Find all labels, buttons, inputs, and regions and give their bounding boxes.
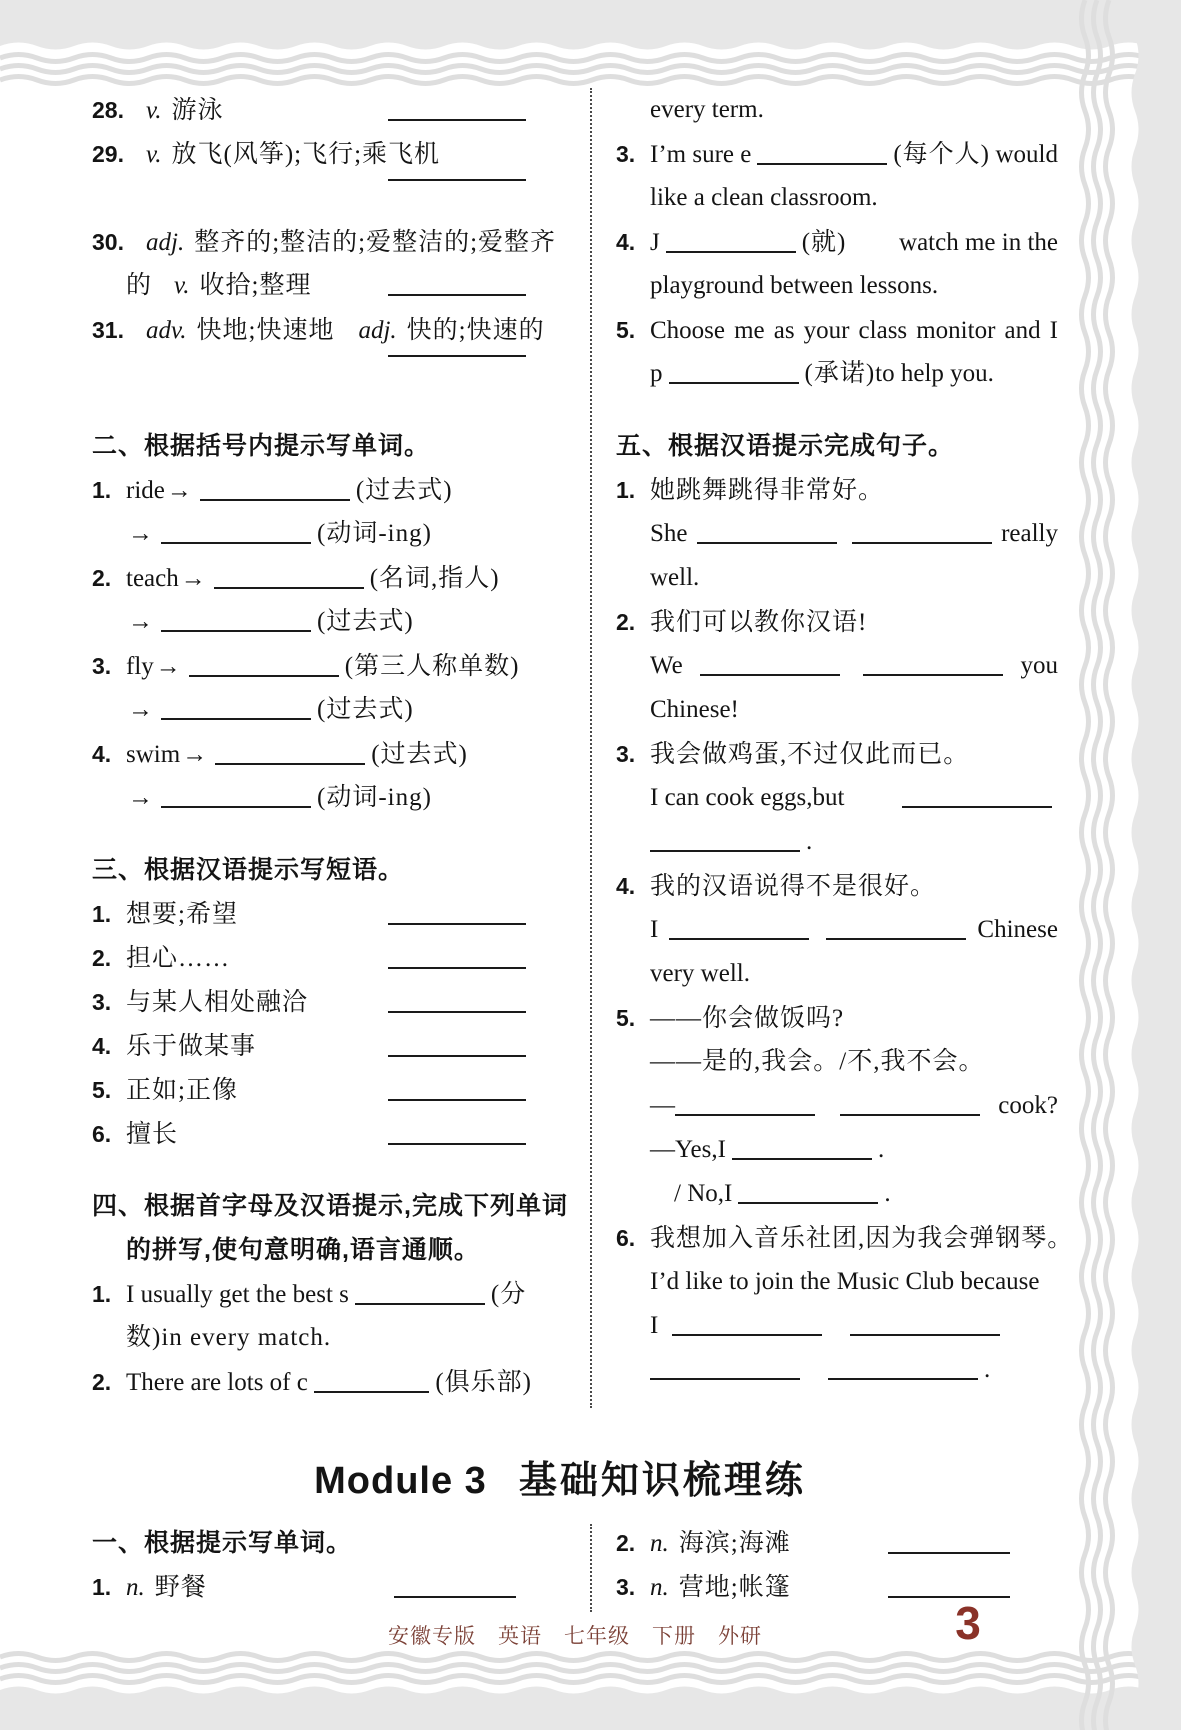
section-heading-text: 四、根据首字母及汉语提示,完成下列单词 bbox=[92, 1192, 568, 1220]
english-word: swim bbox=[126, 741, 181, 768]
item-number: 6. bbox=[616, 1225, 636, 1251]
answer-blank bbox=[666, 251, 796, 253]
chinese-text: 她跳舞跳得非常好。 bbox=[650, 477, 885, 504]
answer-blank bbox=[650, 1378, 800, 1380]
answer-blank bbox=[388, 119, 526, 121]
sec3-item-2 bbox=[92, 936, 532, 980]
sec5-item-3-cont bbox=[616, 820, 1058, 864]
chinese-text: 野餐 bbox=[154, 1574, 207, 1601]
english-text: Chinese bbox=[977, 916, 1058, 943]
item-number: 31. bbox=[92, 317, 124, 343]
chinese-text: 我们可以教你汉语! bbox=[650, 609, 868, 636]
chinese-text: 海滨;海滩 bbox=[678, 1530, 791, 1557]
arrow-glyph: → bbox=[182, 741, 208, 768]
chinese-text: 想要;希望 bbox=[126, 901, 238, 928]
chinese-text: 正如;正像 bbox=[126, 1077, 238, 1104]
chinese-text: 擅长 bbox=[126, 1121, 179, 1148]
sec5-item-2-zh bbox=[616, 600, 1058, 644]
answer-blank bbox=[888, 1552, 1010, 1554]
english-text: I bbox=[650, 916, 659, 943]
answer-blank bbox=[700, 674, 840, 676]
item-number: 3. bbox=[92, 653, 112, 679]
chinese-text: 我想加入音乐社团,因为我会弹钢琴。 bbox=[650, 1225, 1074, 1252]
item-number: 4. bbox=[92, 1033, 112, 1059]
english-text: We bbox=[650, 652, 683, 679]
sec5-item-6-en-2 bbox=[616, 1304, 1058, 1348]
answer-blank bbox=[388, 923, 526, 925]
item-number: 4. bbox=[616, 873, 636, 899]
item-number: 2. bbox=[616, 609, 636, 635]
answer-blank bbox=[314, 1391, 429, 1393]
english-text: She bbox=[650, 520, 688, 547]
column-divider-top bbox=[590, 88, 592, 1408]
arrow-glyph: → bbox=[155, 653, 181, 680]
answer-blank bbox=[669, 938, 809, 940]
sec5-item-4-zh bbox=[616, 864, 1058, 908]
english-text: you bbox=[1020, 652, 1058, 679]
part-of-speech: v. bbox=[174, 272, 190, 299]
word-item-30 bbox=[92, 220, 557, 264]
item-number: 3. bbox=[616, 141, 636, 167]
item-number: 4. bbox=[616, 229, 636, 255]
chinese-text: 整齐的;整洁的;爱整洁的;爱整齐 bbox=[194, 229, 557, 256]
section-2-heading bbox=[92, 424, 532, 468]
item-number: 5. bbox=[92, 1077, 112, 1103]
section-4-heading-line-2 bbox=[92, 1228, 532, 1272]
section-heading-text: 五、根据汉语提示完成句子。 bbox=[616, 432, 955, 460]
sec3-item-6 bbox=[92, 1112, 532, 1156]
arrow-glyph: → bbox=[128, 520, 153, 547]
border-wave-right bbox=[1060, 0, 1181, 1730]
word-item-30-cont bbox=[92, 264, 532, 308]
sec3-item-1 bbox=[92, 892, 532, 936]
page-number: 3 bbox=[955, 1597, 981, 1649]
hint-text: (动词-ing) bbox=[317, 520, 432, 547]
hint-text: (名词,指人) bbox=[369, 565, 500, 592]
sec5-item-6-en-1 bbox=[616, 1260, 1058, 1304]
item-number: 5. bbox=[616, 1005, 636, 1031]
sec5-item-5-zh-2 bbox=[616, 1040, 1058, 1084]
answer-blank bbox=[200, 499, 350, 501]
section-heading-text: 一、根据提示写单词。 bbox=[92, 1529, 353, 1557]
part-of-speech: n. bbox=[650, 1530, 669, 1557]
answer-blank bbox=[355, 1303, 485, 1305]
part-of-speech: v. bbox=[146, 141, 162, 168]
bottom-left-column bbox=[92, 1521, 522, 1609]
part-of-speech: adj. bbox=[146, 229, 185, 256]
hint-text: (承诺) bbox=[804, 360, 876, 387]
hint-text: (过去式) bbox=[317, 608, 414, 635]
english-text: Choose me as your class monitor and I bbox=[650, 317, 1058, 344]
sec5-item-1-zh bbox=[616, 468, 1058, 512]
answer-blank bbox=[732, 1158, 872, 1160]
sec5-item-3-en bbox=[616, 776, 1058, 820]
english-text: watch me in the bbox=[899, 229, 1058, 256]
english-text: like a clean classroom. bbox=[650, 184, 878, 211]
sec5-item-4-en bbox=[616, 908, 1058, 952]
sec2-item-4-line-2 bbox=[92, 776, 532, 820]
answer-blank bbox=[902, 806, 1052, 808]
sec5-item-5-zh-1 bbox=[616, 996, 1058, 1040]
item-number: 1. bbox=[92, 1574, 112, 1600]
item-number: 30. bbox=[92, 229, 124, 255]
chinese-text: 快地;快速地 bbox=[196, 317, 335, 344]
word-item-29 bbox=[92, 132, 532, 176]
answer-blank bbox=[669, 382, 799, 384]
footer-edition-label: 安徽专版 英语 七年级 下册 外研 bbox=[388, 1624, 762, 1648]
top-item-4-line-2 bbox=[616, 264, 1058, 308]
item-number: 29. bbox=[92, 141, 124, 167]
sec5-item-6-en-3 bbox=[616, 1348, 1058, 1392]
english-text: . bbox=[806, 828, 813, 855]
sec5-item-1-en bbox=[616, 512, 1058, 556]
english-text: Chinese! bbox=[650, 696, 739, 723]
top-item-4-line-1 bbox=[616, 220, 1058, 264]
hint-text: (动词-ing) bbox=[317, 784, 432, 811]
answer-blank bbox=[852, 542, 992, 544]
chinese-text: 收拾;整理 bbox=[199, 272, 312, 299]
right-column bbox=[616, 88, 1074, 1392]
answer-blank bbox=[189, 675, 339, 677]
column-divider-bottom bbox=[590, 1524, 592, 1612]
answer-blank bbox=[697, 542, 837, 544]
word-item-31 bbox=[92, 308, 545, 352]
dash-glyph: — bbox=[650, 1092, 675, 1119]
module-heading-chinese: 基础知识梳理练 bbox=[518, 1460, 806, 1502]
item-number: 2. bbox=[92, 565, 112, 591]
chinese-text: 我的汉语说得不是很好。 bbox=[650, 873, 937, 900]
item-number: 6. bbox=[92, 1121, 112, 1147]
sec5-item-2-en bbox=[616, 644, 1058, 688]
answer-blank bbox=[388, 1099, 526, 1101]
chinese-text: 与某人相处融洽 bbox=[126, 989, 309, 1016]
answer-blank bbox=[215, 763, 365, 765]
arrow-glyph: → bbox=[128, 608, 153, 635]
answer-blank bbox=[388, 355, 526, 357]
english-text: There are lots of c bbox=[126, 1369, 308, 1396]
chinese-text: 放飞(风筝);飞行;乘飞机 bbox=[171, 141, 441, 168]
section-4-heading-line-1 bbox=[92, 1184, 568, 1228]
hint-text: 数)in every match. bbox=[126, 1324, 332, 1351]
chinese-text: 游泳 bbox=[171, 97, 224, 124]
module-heading-english: Module 3 bbox=[314, 1460, 487, 1502]
english-text: I can cook eggs,but bbox=[650, 784, 845, 811]
word-item-29-blank-line bbox=[92, 176, 532, 220]
item-number: 1. bbox=[616, 477, 636, 503]
answer-blank bbox=[161, 630, 311, 632]
top-item-5-line-2 bbox=[616, 352, 1058, 396]
english-text: cook? bbox=[998, 1092, 1058, 1119]
hint-text: (过去式) bbox=[317, 696, 414, 723]
hint-text: (每个人) bbox=[893, 141, 990, 168]
answer-blank bbox=[738, 1202, 878, 1204]
hint-text: (就) bbox=[801, 229, 847, 256]
english-text: / No,I bbox=[674, 1180, 733, 1207]
english-text: to help you. bbox=[875, 360, 994, 387]
chinese-text: ——你会做饭吗? bbox=[650, 1005, 845, 1032]
english-text: . bbox=[884, 1180, 891, 1207]
top-item-3-line-2 bbox=[616, 176, 1058, 220]
section-5-heading bbox=[616, 424, 1058, 468]
sec4-item-1-line-2 bbox=[92, 1316, 532, 1360]
answer-blank bbox=[394, 1596, 516, 1598]
sec2-item-1-line-2 bbox=[92, 512, 532, 556]
section-heading-text: 二、根据括号内提示写单词。 bbox=[92, 432, 431, 460]
sec3-item-4 bbox=[92, 1024, 532, 1068]
arrow-glyph: → bbox=[128, 784, 153, 811]
hint-text: (俱乐部) bbox=[435, 1369, 532, 1396]
english-text: p bbox=[650, 360, 663, 387]
word-item-31-blank-line bbox=[92, 352, 532, 396]
answer-blank bbox=[388, 1055, 526, 1057]
part-of-speech: n. bbox=[650, 1574, 669, 1601]
hint-text: (第三人称单数) bbox=[344, 653, 520, 680]
english-text: J bbox=[650, 229, 660, 256]
arrow-glyph: → bbox=[180, 565, 206, 592]
english-text: I bbox=[650, 1312, 659, 1339]
section-heading-text: 三、根据汉语提示写短语。 bbox=[92, 856, 405, 884]
top-item-3-line-1 bbox=[616, 132, 1058, 176]
bottom-item-2 bbox=[616, 1521, 1016, 1565]
hint-text: (过去式) bbox=[371, 741, 468, 768]
sec5-item-5-answer-no bbox=[616, 1172, 1058, 1216]
part-of-speech: v. bbox=[146, 97, 162, 124]
chinese-text: 担心…… bbox=[126, 945, 231, 972]
sec2-item-3-line-2 bbox=[92, 688, 532, 732]
sec3-item-3 bbox=[92, 980, 532, 1024]
hint-text: (过去式) bbox=[355, 477, 453, 504]
sec5-item-1-cont bbox=[616, 556, 1058, 600]
english-text: every term. bbox=[650, 96, 764, 123]
item-number: 1. bbox=[92, 477, 112, 503]
part-of-speech: adv. bbox=[146, 317, 187, 344]
sec4-item-2 bbox=[92, 1360, 532, 1404]
answer-blank bbox=[388, 1011, 526, 1013]
sec2-item-3-line-1 bbox=[92, 644, 532, 688]
sec5-item-4-cont bbox=[616, 952, 1058, 996]
chinese-text: 快的;快速的 bbox=[406, 317, 545, 344]
english-text: . bbox=[877, 1136, 885, 1163]
english-word: fly bbox=[126, 653, 154, 680]
english-text: really bbox=[1001, 520, 1058, 547]
english-text: playground between lessons. bbox=[650, 272, 939, 299]
chinese-text: ——是的,我会。/不,我不会。 bbox=[650, 1048, 985, 1075]
english-text: . bbox=[984, 1356, 991, 1383]
word-item-28 bbox=[92, 88, 532, 132]
arrow-glyph: → bbox=[166, 477, 192, 504]
answer-blank bbox=[850, 1334, 1000, 1336]
sec4-item-1-line-1 bbox=[92, 1272, 532, 1316]
sec5-item-5-question bbox=[616, 1084, 1058, 1128]
border-wave-bottom bbox=[0, 1645, 1181, 1730]
answer-blank bbox=[672, 1334, 822, 1336]
answer-blank bbox=[214, 587, 364, 589]
chinese-text: 营地;帐篷 bbox=[678, 1574, 791, 1601]
english-text: I’m sure e bbox=[650, 141, 752, 168]
english-text: would bbox=[995, 141, 1058, 168]
item-number: 1. bbox=[92, 901, 112, 927]
arrow-glyph: → bbox=[128, 696, 153, 723]
sec2-item-4-line-1 bbox=[92, 732, 532, 776]
answer-blank bbox=[388, 967, 526, 969]
answer-blank bbox=[388, 1143, 526, 1145]
module-3-heading bbox=[60, 1455, 1060, 1507]
item-number: 2. bbox=[92, 1369, 112, 1395]
sec3-item-5 bbox=[92, 1068, 532, 1112]
answer-blank bbox=[757, 163, 887, 165]
bottom-item-1 bbox=[92, 1565, 522, 1609]
answer-blank bbox=[161, 718, 311, 720]
sec5-item-3-zh bbox=[616, 732, 1058, 776]
english-text: —Yes,I bbox=[650, 1136, 726, 1163]
english-word: teach bbox=[126, 565, 179, 592]
left-column bbox=[92, 88, 568, 1404]
answer-blank bbox=[161, 806, 311, 808]
answer-blank bbox=[388, 179, 526, 181]
answer-blank bbox=[840, 1114, 980, 1116]
sec2-item-1-line-1 bbox=[92, 468, 532, 512]
english-text: very well. bbox=[650, 960, 750, 987]
answer-blank bbox=[388, 294, 526, 296]
part-of-speech: n. bbox=[126, 1574, 145, 1601]
answer-blank bbox=[863, 674, 1003, 676]
item-number: 3. bbox=[616, 741, 636, 767]
section-heading-text: 的拼写,使句意明确,语言通顺。 bbox=[126, 1236, 480, 1264]
sec2-item-2-line-1 bbox=[92, 556, 532, 600]
part-of-speech: adj. bbox=[358, 317, 397, 344]
chinese-text: 我会做鸡蛋,不过仅此而已。 bbox=[650, 741, 970, 768]
sec5-item-5-answer-yes bbox=[616, 1128, 1058, 1172]
chinese-text: 乐于做某事 bbox=[126, 1033, 257, 1060]
top-item-5-line-1 bbox=[616, 308, 1058, 352]
section-3-heading bbox=[92, 848, 532, 892]
item-number: 2. bbox=[92, 945, 112, 971]
item-number: 5. bbox=[616, 317, 636, 343]
answer-blank bbox=[650, 850, 800, 852]
english-word: ride bbox=[126, 477, 165, 504]
item-number: 1. bbox=[92, 1281, 112, 1307]
english-text: well. bbox=[650, 564, 700, 591]
english-text: I usually get the best s bbox=[126, 1281, 349, 1308]
item-number: 2. bbox=[616, 1530, 636, 1556]
item-number: 3. bbox=[92, 989, 112, 1015]
english-text: I’d like to join the Music Club because bbox=[650, 1268, 1040, 1295]
answer-blank bbox=[828, 1378, 978, 1380]
border-wave-top bbox=[0, 0, 1181, 96]
item-number: 4. bbox=[92, 741, 112, 767]
hint-text: (分 bbox=[490, 1281, 527, 1308]
top-cont-line bbox=[616, 88, 1058, 132]
bottom-section-1-heading bbox=[92, 1521, 522, 1565]
chinese-text: 的 bbox=[126, 272, 153, 299]
item-number: 3. bbox=[616, 1574, 636, 1600]
sec5-item-2-cont bbox=[616, 688, 1058, 732]
sec2-item-2-line-2 bbox=[92, 600, 532, 644]
sec5-item-6-zh bbox=[616, 1216, 1074, 1260]
answer-blank bbox=[161, 542, 311, 544]
answer-blank bbox=[826, 938, 966, 940]
answer-blank bbox=[675, 1114, 815, 1116]
item-number: 28. bbox=[92, 97, 124, 123]
